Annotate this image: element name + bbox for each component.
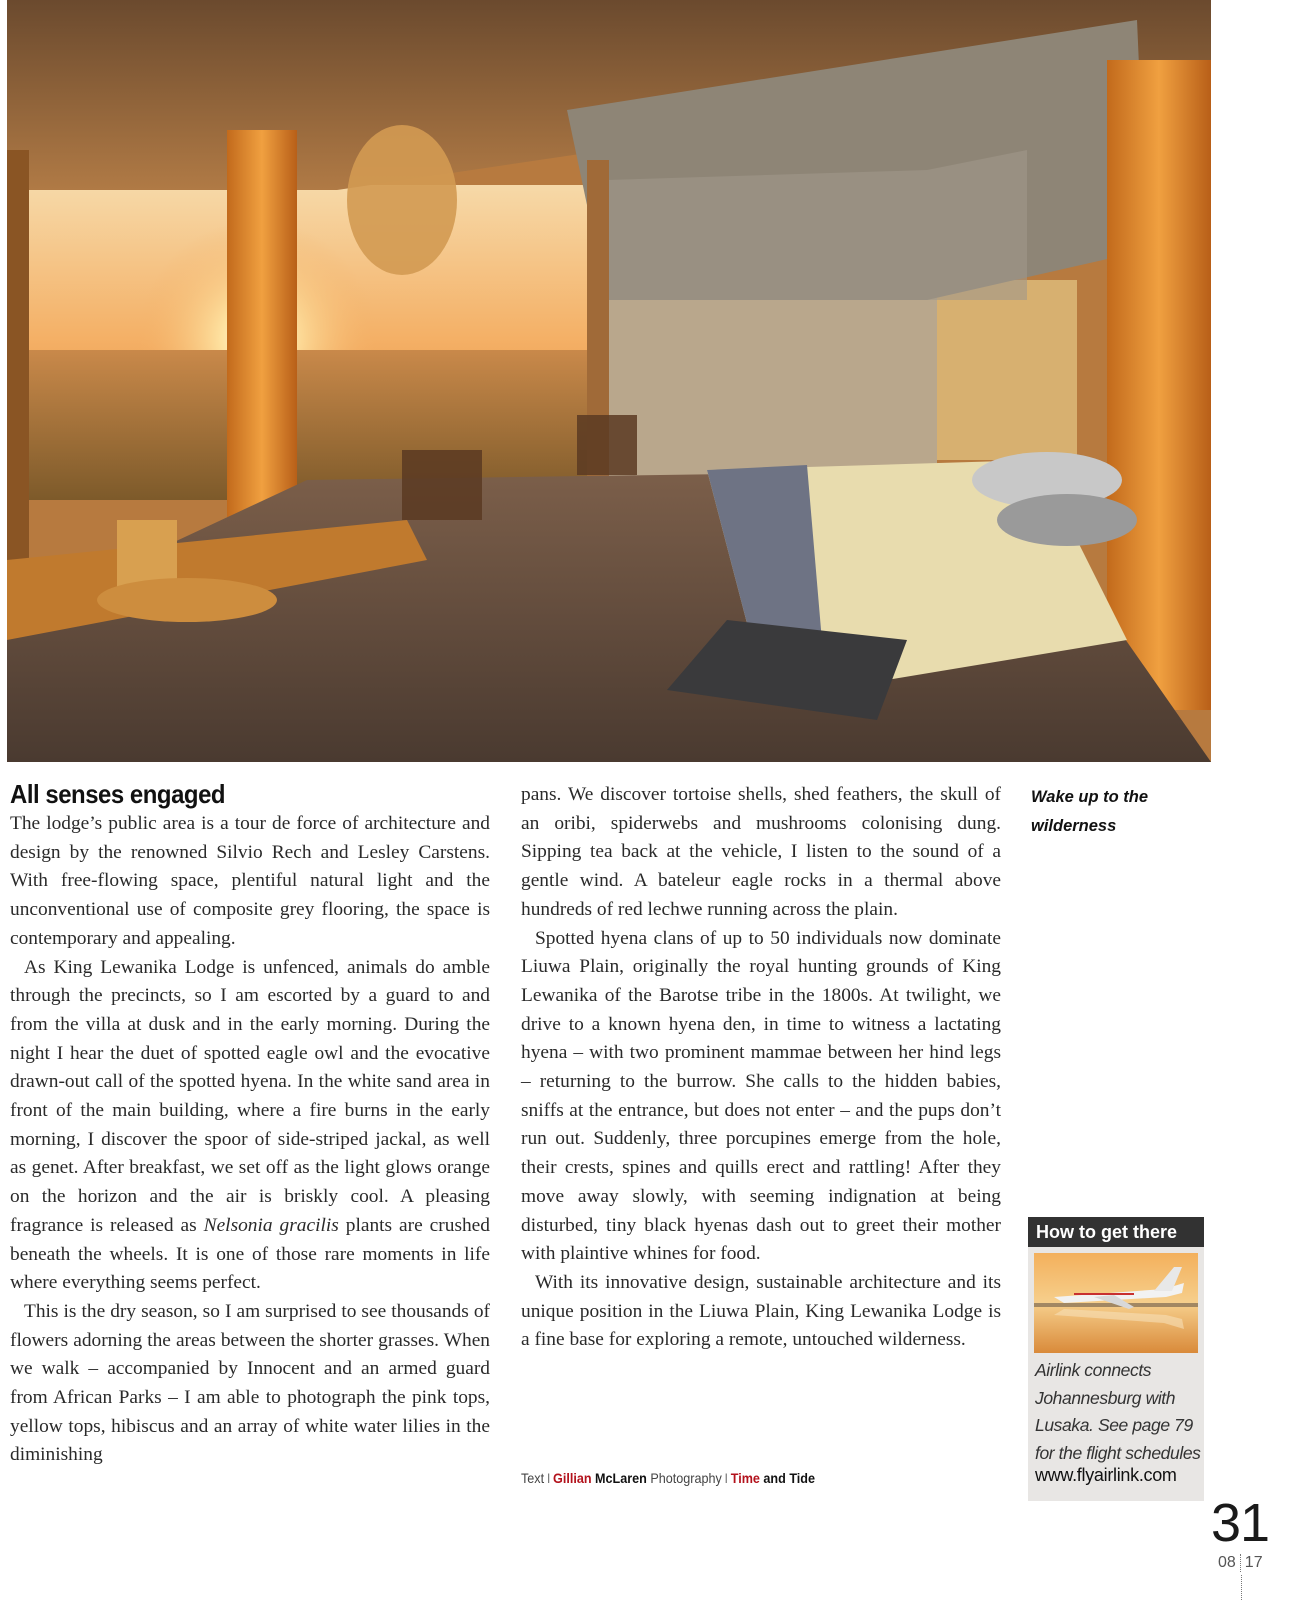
photo-caption: Wake up to the wilderness — [1031, 788, 1149, 835]
paragraph: Spotted hyena clans of up to 50 individuals now dominate Liuwa Plain, originally the royal hunting grounds of King Lewanika of the Barotse tribe in the 1800s. At twilight, we drive to a known hyena den, in time to witness a lactating hyena – with two prominent mammae between her hind legs – returning to the burrow. She calls to the hidden babies, sniffs at the entrance, but does not enter – and the pups don’t run out. Suddenly, three porcupines emerge from the hole, their crests, spines and quills erect and rattling! After they move away slowly, with seeming indignation at being disturbed, tiny black hyenas dash out to greet their mother with plaintive whines for food. — [521, 927, 1001, 1265]
author-first-name: Gillian — [553, 1470, 592, 1486]
author-last-name: McLaren — [595, 1470, 647, 1486]
hero-photo — [7, 0, 1211, 762]
issue-date — [1218, 1554, 1263, 1572]
paragraph: With its innovative design, sustainable architecture and its unique position in the Liuwa Plain, King Lewanika Lodge is a fine base for exploring a remote, untouched wilderness. — [521, 1271, 1001, 1351]
paragraph-text: plants are crushed beneath the wheels. It is one of those rare moments in life where everything seems perfect. — [10, 1214, 490, 1294]
airplane-photo — [1034, 1253, 1198, 1353]
article-column-1 — [10, 810, 490, 1470]
dotted-rule — [1241, 1575, 1242, 1600]
credits-line — [521, 1470, 815, 1486]
box-description: Airlink connects Johannesburg with Lusaka. See page 79 for the flight schedules — [1035, 1360, 1201, 1463]
photo-label: Photography — [650, 1470, 722, 1486]
credit-label: Text — [521, 1470, 545, 1486]
issue-year: 17 — [1244, 1554, 1263, 1572]
paragraph: pans. We discover tortoise shells, shed feathers, the skull of an oribi, spiderwebs and mushrooms colonising dung. Sipping tea back at the vehicle, I listen to the sound of a gentle wind. A bateleur eagle rocks in a thermal above hundreds of red lechwe running across the plain. — [521, 784, 1001, 920]
photographer-last: and Tide — [763, 1470, 816, 1486]
photographer-first: Time — [730, 1470, 760, 1486]
paragraph: The lodge’s public area is a tour de force of architecture and design by the renowned Silvio Rech and Lesley Carstens. With free-flowing space, plentiful natural light and the unconventional use of composite grey flooring, the space is contemporary and appealing. — [10, 813, 490, 949]
paragraph-text: As King Lewanika Lodge is unfenced, animals do amble through the precincts, so I am escorted by a guard to and from the villa at dusk and in the early morning. During the night I hear the duet of spotted eagle owl and the evocative drawn-out call of the spotted hyena. In the white sand area in front of the main building, where a fire burns in the early morning, I discover the spoor of side-striped jackal, as well as genet. After breakfast, we set off as the light glows orange on the horizon and the air is briskly cool. A pleasing fragrance is released as — [10, 956, 490, 1236]
credit-separator: I — [724, 1470, 729, 1486]
how-to-get-there-box — [1028, 1217, 1204, 1501]
article-column-2 — [521, 781, 1001, 1355]
page-number: 31 — [1211, 1493, 1270, 1553]
box-title: How to get there — [1028, 1217, 1204, 1247]
paragraph: This is the dry season, so I am surprised to see thousands of flowers adorning the areas between the shorter grasses. When we walk – accompanied by Innocent and an armed guard from African Parks – I am able to photograph the pink tops, yellow tops, hibiscus and an array of white water lilies in the diminishing — [10, 1300, 490, 1466]
airline-link[interactable]: www.flyairlink.com — [1035, 1465, 1177, 1485]
issue-month: 08 — [1218, 1554, 1236, 1572]
article-heading: All senses engaged — [10, 779, 226, 809]
species-name: Nelsonia gracilis — [203, 1214, 339, 1236]
date-divider — [1240, 1554, 1241, 1572]
credit-separator: I — [546, 1470, 551, 1486]
paragraph — [10, 954, 490, 1298]
